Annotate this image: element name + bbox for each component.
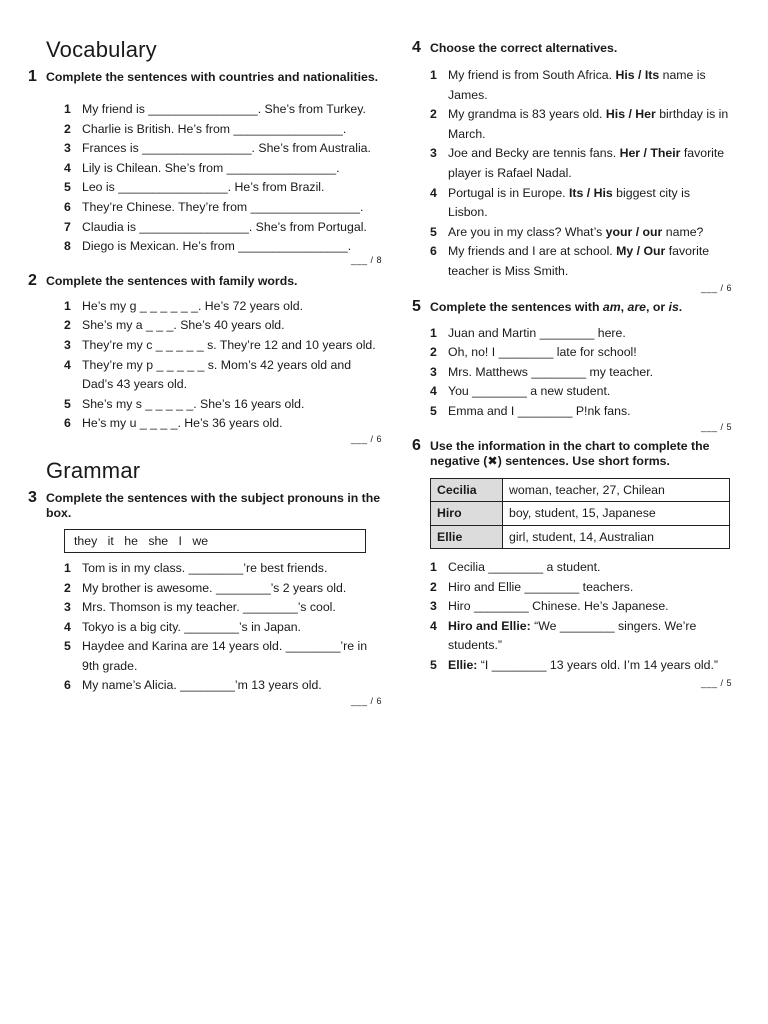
exercise-instruction: Complete the sentences with family words. bbox=[46, 273, 298, 288]
exercise-2 bbox=[28, 271, 382, 444]
list-item: 1 Juan and Martin ________ here. bbox=[430, 325, 626, 340]
list-item: 4 They’re my p _ _ _ _ _ s. Mom’s 42 years old and Dad’s 43 years old. bbox=[64, 357, 352, 392]
exercise-6-header bbox=[412, 438, 732, 469]
list-item: 2 My grandma is 83 years old. His / Her birthday is in March. bbox=[430, 107, 729, 141]
list-item: 1 My friend is from South Africa. His / Its name is James. bbox=[430, 68, 706, 102]
table-row: Cecilia woman, teacher, 27, Chilean bbox=[431, 478, 730, 502]
list-item: 5 Emma and I ________ P!nk fans. bbox=[430, 403, 631, 418]
list-item: 3 Joe and Becky are tennis fans. Her / Their favorite player is Rafael Nadal. bbox=[430, 146, 725, 180]
list-item: 4 Portugal is in Europe. Its / His biggest city is Lisbon. bbox=[430, 185, 690, 220]
exercise-number: 1 bbox=[28, 68, 37, 85]
exercise-instruction: Use the information in the chart to complete the negative (✖) sentences. Use short forms. bbox=[430, 438, 710, 468]
list-item: 2 Oh, no! I ________ late for school! bbox=[430, 345, 637, 360]
exercise-instruction: Complete the sentences with the subject pronouns in the box. bbox=[46, 490, 381, 520]
alternatives: My / Our bbox=[616, 244, 666, 259]
exercise-number: 4 bbox=[412, 39, 421, 56]
list-item: 6 They’re Chinese. They’re from ________________. bbox=[64, 199, 364, 214]
list-item: 4 You ________ a new student. bbox=[430, 384, 611, 399]
list-item: 2 Charlie is British. He’s from ________________. bbox=[64, 121, 347, 136]
exercise-number: 2 bbox=[28, 271, 37, 289]
exercise-2-items bbox=[64, 297, 382, 434]
list-item: 3 Frances is ________________. She’s from Australia. bbox=[64, 141, 371, 156]
exercise-instruction: Choose the correct alternatives. bbox=[430, 41, 618, 55]
left-column bbox=[28, 0, 382, 707]
list-item: 5 Leo is ________________. He’s from Brazil. bbox=[64, 180, 325, 195]
score-line: ___ / 8 bbox=[350, 254, 382, 265]
score-line: ___ / 5 bbox=[700, 421, 732, 432]
list-item: 4 Lily is Chilean. She’s from ________________. bbox=[64, 160, 340, 175]
list-item: 3 Mrs. Matthews ________ my teacher. bbox=[430, 364, 654, 379]
alternatives: His / Her bbox=[605, 107, 656, 122]
list-item: 1 My friend is ________________. She’s from Turkey. bbox=[64, 102, 366, 116]
list-item: 1 Cecilia ________ a student. bbox=[430, 560, 601, 574]
score-line: ___ / 6 bbox=[700, 282, 732, 293]
list-item: 1 Tom is in my class. ________’re best friends. bbox=[64, 560, 328, 575]
exercise-instruction: Complete the sentences with countries and nationalities. bbox=[46, 70, 379, 84]
list-item: 4 Tokyo is a big city. ________’s in Japan. bbox=[64, 619, 301, 634]
exercise-6 bbox=[412, 438, 732, 688]
exercise-3-items bbox=[64, 559, 382, 696]
list-item: 4 Hiro and Ellie: “We ________ singers. We’re students.” bbox=[430, 618, 697, 653]
vocabulary-heading: Vocabulary bbox=[46, 37, 157, 62]
exercise-number: 5 bbox=[412, 297, 421, 315]
exercise-4-items bbox=[430, 66, 732, 282]
exercise-4 bbox=[412, 40, 732, 293]
score-line: ___ / 6 bbox=[350, 696, 382, 707]
alternatives: Its / His bbox=[569, 185, 613, 200]
list-item: 5 Are you in my class? What’s your / our name? bbox=[430, 224, 704, 239]
exercise-3-header bbox=[28, 488, 382, 521]
pronoun-word-box: they it he she I we bbox=[64, 529, 366, 553]
exercise-number: 3 bbox=[28, 488, 37, 506]
exercise-1 bbox=[28, 68, 382, 265]
exercise-5-items bbox=[430, 324, 732, 422]
list-item: 6 My friends and I are at school. My / Our favorite teacher is Miss Smith. bbox=[430, 244, 710, 278]
alternatives: His / Its bbox=[615, 68, 660, 82]
score-line: ___ / 6 bbox=[350, 433, 382, 444]
exercise-1-header bbox=[28, 68, 382, 85]
list-item: 8 Diego is Mexican. He’s from ________________. bbox=[64, 239, 352, 254]
exercise-5-header bbox=[412, 299, 732, 315]
table-row: Ellie girl, student, 14, Australian bbox=[431, 525, 730, 549]
right-column bbox=[412, 0, 732, 688]
list-item: 2 She’s my a _ _ _. She’s 40 years old. bbox=[64, 318, 285, 333]
list-item: 3 Hiro ________ Chinese. He’s Japanese. bbox=[430, 599, 669, 614]
exercise-1-items bbox=[64, 100, 382, 257]
grammar-heading: Grammar bbox=[46, 457, 141, 483]
info-chart bbox=[430, 478, 730, 550]
list-item: 5 Ellie: “I ________ 13 years old. I’m 14 years old.” bbox=[430, 657, 718, 672]
list-item: 5 Haydee and Karina are 14 years old. ________’re in 9th grade. bbox=[64, 639, 368, 673]
score-line: ___ / 5 bbox=[700, 677, 732, 688]
list-item: 3 They’re my c _ _ _ _ _ s. They’re 12 and 10 years old. bbox=[64, 337, 376, 352]
exercise-4-header bbox=[412, 40, 732, 56]
list-item: 3 Mrs. Thomson is my teacher. ________’s cool. bbox=[64, 600, 336, 615]
list-item: 6 He’s my u _ _ _ _. He’s 36 years old. bbox=[64, 416, 283, 431]
alternatives: your / our bbox=[605, 224, 663, 239]
list-item: 1 He’s my g _ _ _ _ _ _. He’s 72 years old. bbox=[64, 298, 304, 313]
list-item: 7 Claudia is ________________. She’s from Portugal. bbox=[64, 219, 367, 234]
alternatives: Her / Their bbox=[619, 146, 681, 161]
exercise-number: 6 bbox=[412, 436, 421, 454]
exercise-3 bbox=[28, 488, 382, 707]
list-item: 2 Hiro and Ellie ________ teachers. bbox=[430, 579, 634, 594]
table-row: Hiro boy, student, 15, Japanese bbox=[431, 502, 730, 526]
exercise-instruction: Complete the sentences with am, are, or is. bbox=[430, 299, 683, 314]
list-item: 5 She’s my s _ _ _ _ _. She’s 16 years old. bbox=[64, 396, 305, 411]
exercise-6-items bbox=[430, 558, 732, 676]
exercise-2-header bbox=[28, 271, 382, 289]
list-item: 6 My name’s Alicia. ________’m 13 years old. bbox=[64, 678, 322, 693]
exercise-5 bbox=[412, 299, 732, 432]
list-item: 2 My brother is awesome. ________’s 2 years old. bbox=[64, 580, 347, 595]
